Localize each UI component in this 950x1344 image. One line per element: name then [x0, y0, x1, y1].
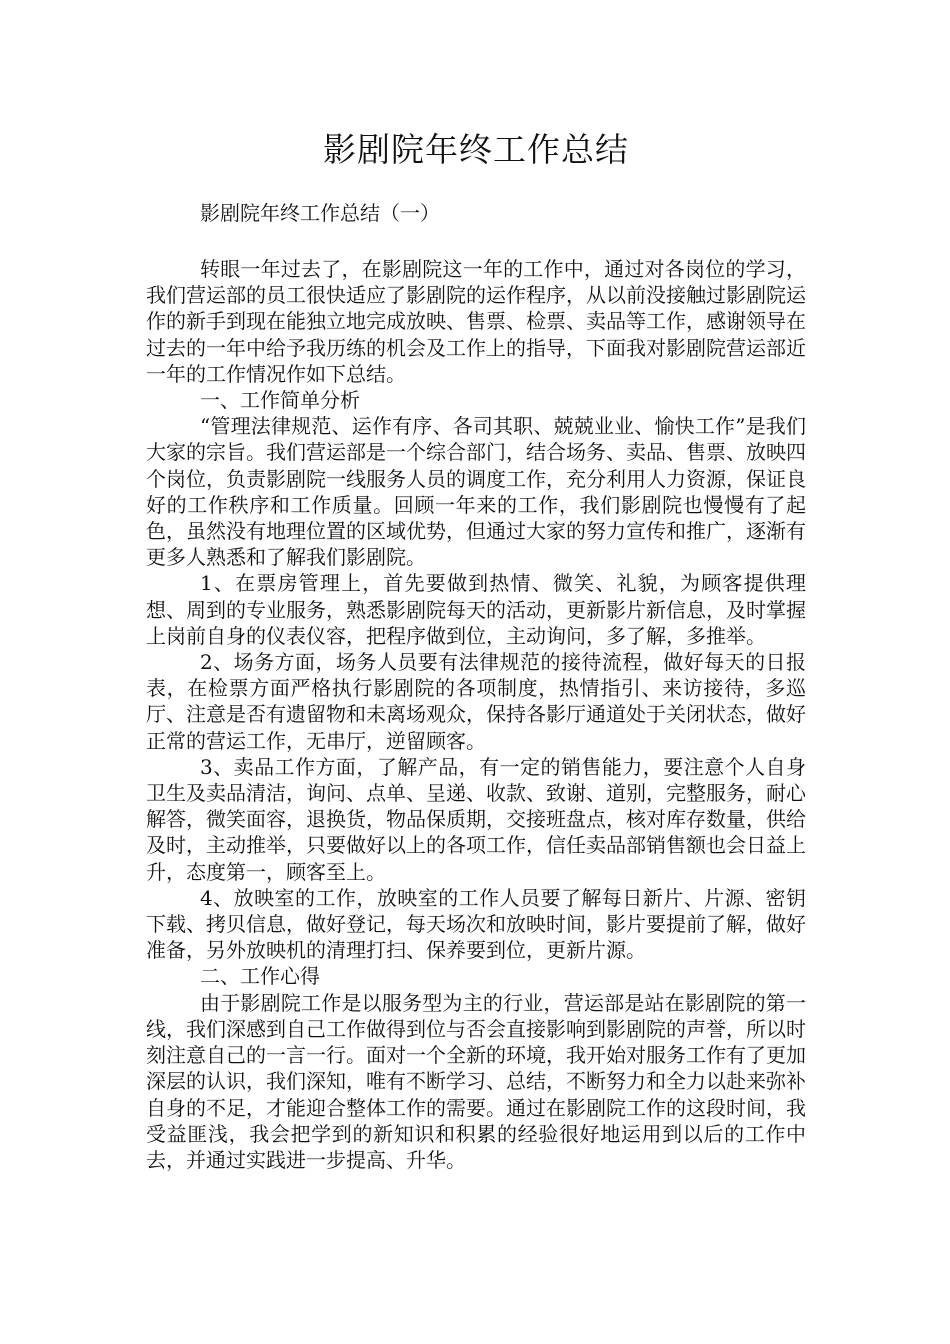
paragraph-concessions: 3、卖品工作方面，了解产品，有一定的销售能力，要注意个人自身卫生及卖品清洁，询问、点单、呈递、收款、致谢、道别，完整服务，耐心解答，微笑面容，退换货，物品保质期，交接班盘点，核对库存数量，供给及时，主动推举，只要做好以上的各项工作，信任卖品部销售额也会日益上升，态度第一，顾客至上。: [146, 754, 806, 884]
paragraph-floor-service: 2、场务方面，场务人员要有法律规范的接待流程，做好每天的日报表，在检票方面严格执行影剧院的各项制度，热情指引、来访接待，多巡厅、注意是否有遗留物和未离场观众，保持各影厅通道处于关闭状态，做好正常的营运工作，无串厅，逆留顾客。: [146, 650, 806, 753]
paragraph-box-office: 1、在票房管理上，首先要做到热情、微笑、礼貌，为顾客提供理想、周到的专业服务，熟悉影剧院每天的活动，更新影片新信息，及时掌握上岗前自身的仪表仪容，把程序做到位，主动询问，多了解，多推举。: [146, 571, 806, 648]
paragraph-analysis: “管理法律规范、运作有序、各司其职、兢兢业业、愉快工作”是我们大家的宗旨。我们营运部是一个综合部门，结合场务、卖品、售票、放映四个岗位，负责影剧院一线服务人员的调度工作，充分利用人力资源，保证良好的工作秩序和工作质量。回顾一年来的工作，我们影剧院也慢慢有了起色，虽然没有地理位置的区域优势，但通过大家的努力宣传和推广，逐渐有更多人熟悉和了解我们影剧院。: [146, 414, 806, 570]
paragraph-experience: 由于影剧院工作是以服务型为主的行业，营运部是站在影剧院的第一线，我们深感到自己工作做得到位与否会直接影响到影剧院的声誉，所以时刻注意自己的一言一行。面对一个全新的环境，我开始对服务工作有了更加深层的认识，我们深知，唯有不断学习、总结，不断努力和全力以赴来弥补自身的不足，才能迎合整体工作的需要。通过在影剧院工作的这段时间，我受益匪浅，我会把学到的新知识和积累的经验很好地运用到以后的工作中去，并通过实践进一步提高、升华。: [146, 990, 806, 1172]
document-subtitle: 影剧院年终工作总结（一）: [200, 201, 440, 225]
document-page: [146, 126, 806, 1173]
document-title: 影剧院年终工作总结: [323, 130, 629, 169]
section-heading-2: 二、工作心得: [200, 964, 320, 989]
section-heading-1: 一、工作简单分析: [200, 388, 360, 413]
paragraph-intro: 转眼一年过去了，在影剧院这一年的工作中，通过对各岗位的学习，我们营运部的员工很快适应了影剧院的运作程序，从以前没接触过影剧院运作的新手到现在能独立地完成放映、售票、检票、卖品等工作，感谢领导在过去的一年中给予我历练的机会及工作上的指导，下面我对影剧院营运部近一年的工作情况作如下总结。: [146, 257, 806, 386]
paragraph-projection-room: 4、放映室的工作，放映室的工作人员要了解每日新片、片源、密钥下载、拷贝信息，做好登记，每天场次和放映时间，影片要提前了解，做好准备，另外放映机的清理打扫、保养要到位，更新片源。: [146, 885, 806, 963]
document-body: [146, 256, 806, 1173]
